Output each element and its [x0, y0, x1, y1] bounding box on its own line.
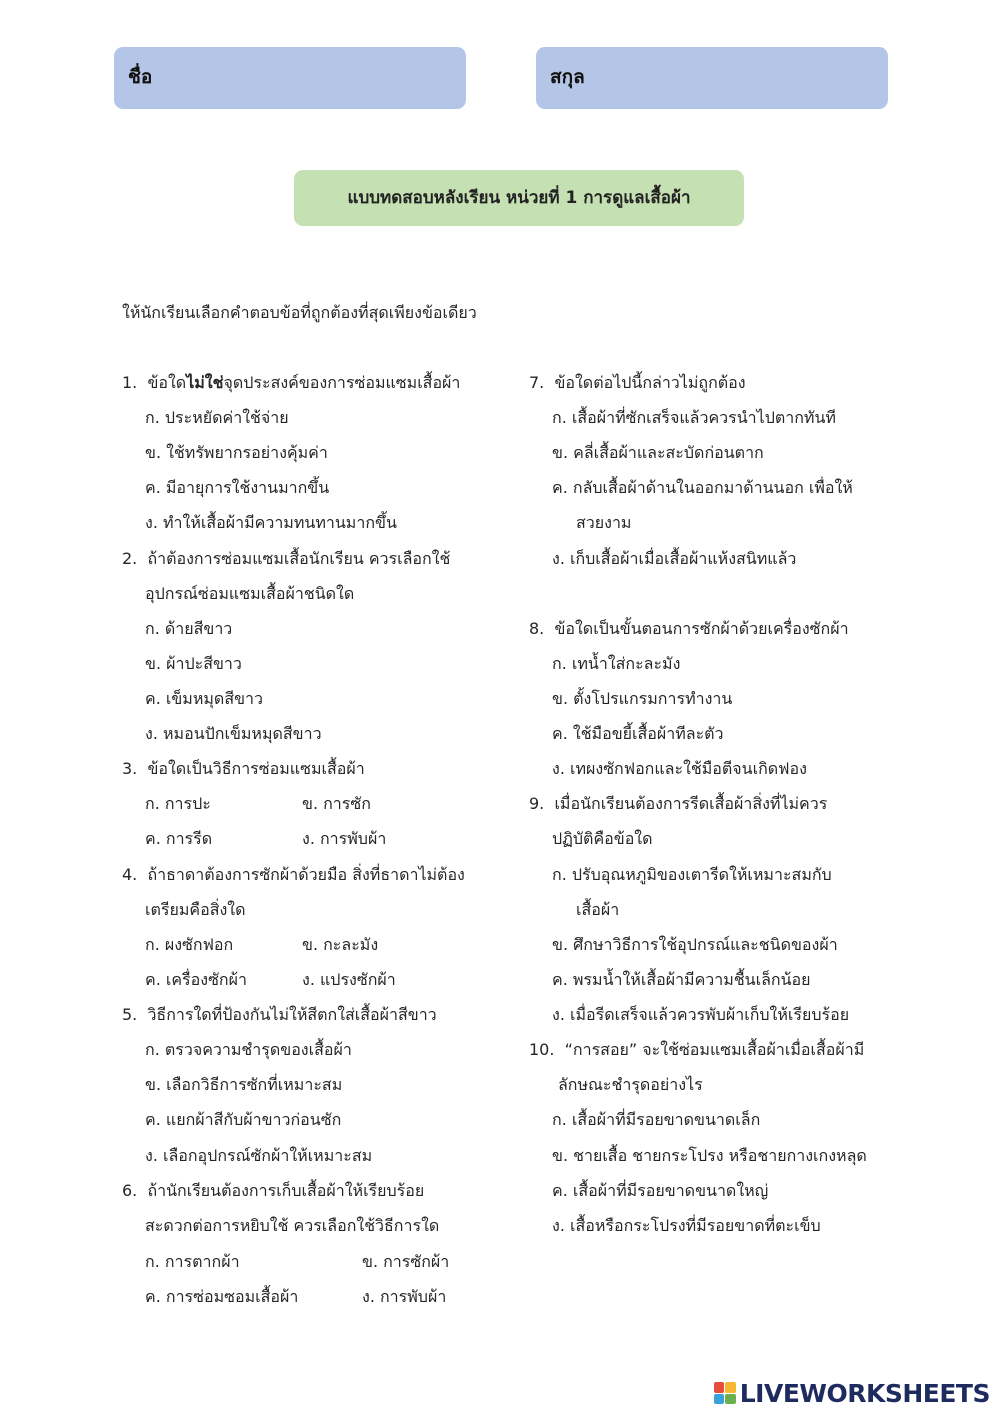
- answer-option[interactable]: ง. เทผงซักฟอกและใช้มือตีจนเกิดฟอง: [552, 759, 807, 778]
- question-stem-cont: สะดวกต่อการหยิบใช้ ควรเลือกใช้วิธีการใด: [145, 1216, 440, 1235]
- answer-option[interactable]: ง. แปรงซักผ้า: [302, 970, 396, 989]
- answer-option[interactable]: ข. ชายเสื้อ ชายกระโปรง หรือชายกางเกงหลุด: [552, 1146, 867, 1165]
- answer-option[interactable]: ค. ใช้มือขยี้เสื้อผ้าทีละตัว: [552, 724, 724, 743]
- question-stem: 6. ถ้านักเรียนต้องการเก็บเสื้อผ้าให้เรียบร้อย: [122, 1181, 425, 1200]
- question-stem-cont: เตรียมคือสิ่งใด: [145, 900, 246, 919]
- instructions: ให้นักเรียนเลือกคำตอบข้อที่ถูกต้องที่สุดเพียงข้อเดียว: [122, 303, 477, 322]
- liveworksheets-logo-icon: [714, 1382, 736, 1404]
- last-name-label: สกุล: [550, 66, 585, 88]
- answer-option[interactable]: ค. แยกผ้าสีกับผ้าขาวก่อนซัก: [145, 1110, 342, 1129]
- first-name-label: ชื่อ: [128, 66, 153, 88]
- answer-option[interactable]: ก. ประหยัดค่าใช้จ่าย: [145, 408, 289, 427]
- answer-option[interactable]: ก. เสื้อผ้าที่มีรอยขาดขนาดเล็ก: [552, 1110, 761, 1129]
- answer-option[interactable]: ข. ผ้าปะสีขาว: [145, 654, 242, 673]
- liveworksheets-brand[interactable]: [714, 1378, 990, 1408]
- first-name-field[interactable]: [114, 47, 466, 109]
- question-stem: 8. ข้อใดเป็นขั้นตอนการซักผ้าด้วยเครื่องซักผ้า: [529, 619, 849, 638]
- answer-option[interactable]: ก. การปะ: [145, 794, 211, 813]
- answer-option[interactable]: ง. เลือกอุปกรณ์ซักผ้าให้เหมาะสม: [145, 1146, 373, 1165]
- answer-option[interactable]: ก. ปรับอุณหภูมิของเตารีดให้เหมาะสมกับ: [552, 865, 832, 884]
- answer-option[interactable]: ง. ทำให้เสื้อผ้ามีความทนทานมากขึ้น: [145, 513, 397, 532]
- answer-option[interactable]: ข. การซักผ้า: [362, 1252, 450, 1271]
- answer-option[interactable]: ง. การพับผ้า: [302, 829, 387, 848]
- answer-option[interactable]: ข. ใช้ทรัพยากรอย่างคุ้มค่า: [145, 443, 328, 462]
- answer-option[interactable]: ข. กะละมัง: [302, 935, 379, 954]
- question-stem: 3. ข้อใดเป็นวิธีการซ่อมแซมเสื้อผ้า: [122, 759, 365, 778]
- answer-option[interactable]: ง. เก็บเสื้อผ้าเมื่อเสื้อผ้าแห้งสนิทแล้ว: [552, 549, 797, 568]
- brand-text: LIVEWORKSHEETS: [739, 1378, 990, 1408]
- answer-option[interactable]: ก. การตากผ้า: [145, 1252, 240, 1271]
- answer-option[interactable]: ค. การซ่อมซอมเสื้อผ้า: [145, 1287, 299, 1306]
- answer-option[interactable]: ค. เข็มหมุดสีขาว: [145, 689, 263, 708]
- question-stem: 10. “การสอย” จะใช้ซ่อมแซมเสื้อผ้าเมื่อเสื้อผ้ามี: [529, 1040, 865, 1059]
- question-stem: 9. เมื่อนักเรียนต้องการรีดเสื้อผ้าสิ่งที่ไม่ควร: [529, 794, 828, 813]
- page-title: แบบทดสอบหลังเรียน หน่วยที่ 1 การดูแลเสื้อผ้า: [294, 170, 744, 226]
- question-stem-cont: ปฏิบัติคือข้อใด: [552, 829, 653, 848]
- answer-option[interactable]: ง. การพับผ้า: [362, 1287, 447, 1306]
- answer-option[interactable]: ง. เสื้อหรือกระโปรงที่มีรอยขาดที่ตะเข็บ: [552, 1216, 821, 1235]
- answer-option[interactable]: ข. การซัก: [302, 794, 371, 813]
- answer-option[interactable]: ก. ด้ายสีขาว: [145, 619, 233, 638]
- answer-option[interactable]: ข. คลี่เสื้อผ้าและสะบัดก่อนตาก: [552, 443, 764, 462]
- answer-option[interactable]: ข. เลือกวิธีการซักที่เหมาะสม: [145, 1075, 343, 1094]
- answer-option[interactable]: ค. เสื้อผ้าที่มีรอยขาดขนาดใหญ่: [552, 1181, 769, 1200]
- answer-option[interactable]: ค. กลับเสื้อผ้าด้านในออกมาด้านนอก เพื่อให้: [552, 478, 853, 497]
- question-stem-cont: อุปกรณ์ซ่อมแซมเสื้อผ้าชนิดใด: [145, 584, 355, 603]
- answer-option-cont: สวยงาม: [576, 513, 632, 532]
- answer-option[interactable]: ค. พรมน้ำให้เสื้อผ้ามีความชื้นเล็กน้อย: [552, 970, 811, 989]
- answer-option[interactable]: ก. ผงซักฟอก: [145, 935, 234, 954]
- question-stem: 4. ถ้าธาดาต้องการซักผ้าด้วยมือ สิ่งที่ธาดาไม่ต้อง: [122, 865, 465, 884]
- answer-option[interactable]: ค. มีอายุการใช้งานมากขึ้น: [145, 478, 330, 497]
- question-stem: 2. ถ้าต้องการซ่อมแซมเสื้อนักเรียน ควรเลือกใช้: [122, 549, 451, 568]
- answer-option-cont: เสื้อผ้า: [576, 900, 620, 919]
- answer-option[interactable]: ง. เมื่อรีดเสร็จแล้วควรพับผ้าเก็บให้เรียบร้อย: [552, 1005, 850, 1024]
- answer-option[interactable]: ค. การรีด: [145, 829, 213, 848]
- question-stem-cont: ลักษณะชำรุดอย่างไร: [558, 1075, 703, 1094]
- last-name-field[interactable]: [536, 47, 888, 109]
- question-stem: 7. ข้อใดต่อไปนี้กล่าวไม่ถูกต้อง: [529, 373, 746, 392]
- answer-option[interactable]: ก. เทน้ำใส่กะละมัง: [552, 654, 681, 673]
- answer-option[interactable]: ค. เครื่องซักผ้า: [145, 970, 247, 989]
- answer-option[interactable]: ข. ศึกษาวิธีการใช้อุปกรณ์และชนิดของผ้า: [552, 935, 838, 954]
- answer-option[interactable]: ง. หมอนปักเข็มหมุดสีขาว: [145, 724, 322, 743]
- answer-option[interactable]: ก. ตรวจความชำรุดของเสื้อผ้า: [145, 1040, 352, 1059]
- answer-option[interactable]: ข. ตั้งโปรแกรมการทำงาน: [552, 689, 733, 708]
- question-stem: 1. ข้อใดไม่ใช่จุดประสงค์ของการซ่อมแซมเสื้อผ้า: [122, 373, 461, 392]
- answer-option[interactable]: ก. เสื้อผ้าที่ซักเสร็จแล้วควรนำไปตากทันที: [552, 408, 836, 427]
- question-stem: 5. วิธีการใดที่ป้องกันไม่ให้สีตกใส่เสื้อผ้าสีขาว: [122, 1005, 437, 1024]
